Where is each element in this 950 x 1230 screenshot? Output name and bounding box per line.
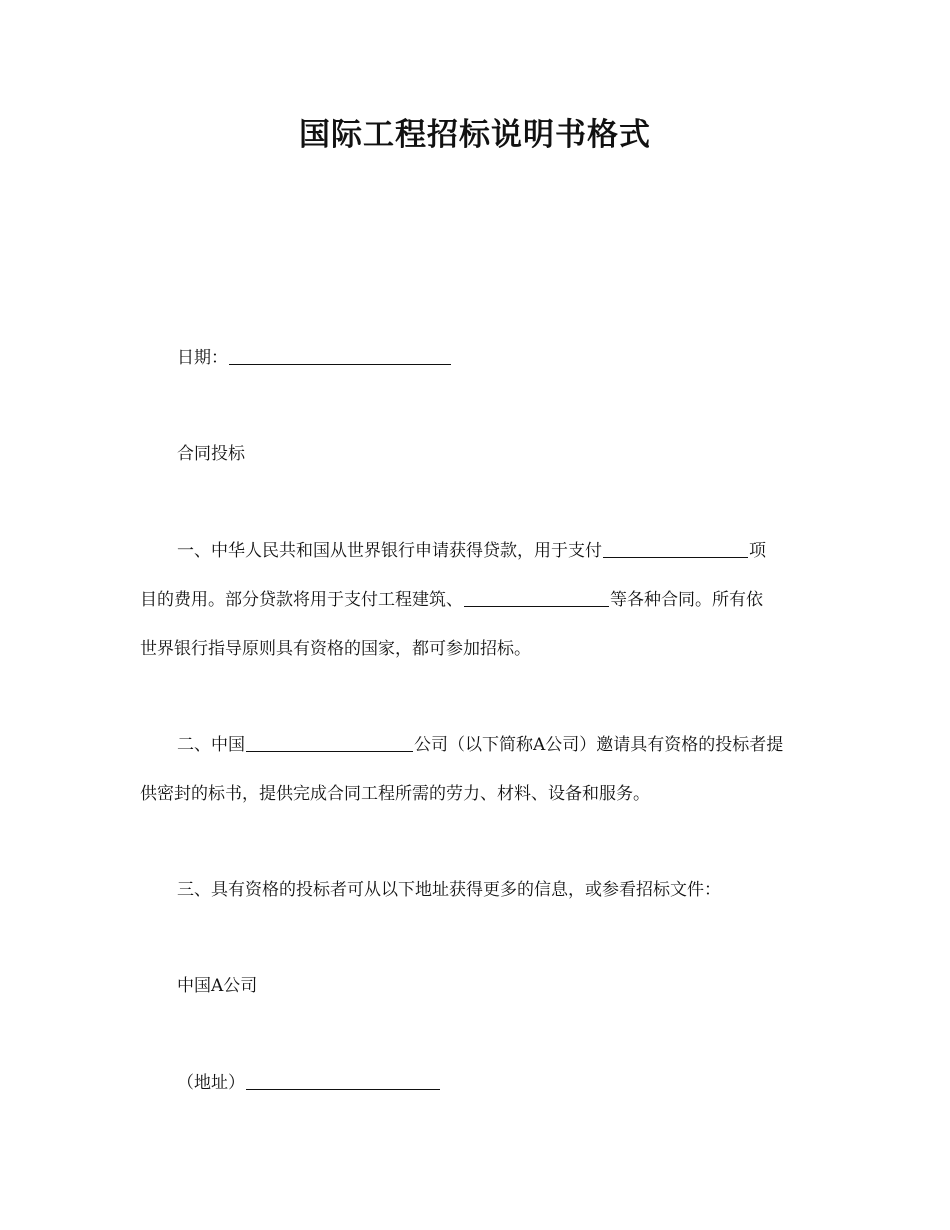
para1-line2 xyxy=(140,587,812,613)
para1-line2-prefix: 目的费用。部分贷款将用于支付工程建筑、 xyxy=(140,590,463,610)
para2-line1 xyxy=(177,732,812,758)
address-label: （地址） xyxy=(177,1073,245,1093)
date-line xyxy=(177,345,849,371)
date-blank-field[interactable] xyxy=(229,346,451,365)
para3-line1: 三、具有资格的投标者可从以下地址获得更多的信息，或参看招标文件： xyxy=(177,880,721,900)
para1-line1 xyxy=(177,538,812,564)
para1-line1-suffix: 项 xyxy=(749,541,766,561)
contract-type-blank-field[interactable] xyxy=(464,588,609,607)
para2-line1-prefix: 二、中国 xyxy=(177,735,245,755)
address-line xyxy=(177,1070,849,1096)
para1-line3: 世界银行指导原则具有资格的国家，都可参加招标。 xyxy=(140,639,531,659)
para1-line1-prefix: 一、中华人民共和国从世界银行申请获得贷款，用于支付 xyxy=(177,541,602,561)
address-blank-field[interactable] xyxy=(246,1071,440,1090)
para2-line2: 供密封的标书，提供完成合同工程所需的劳力、材料、设备和服务。 xyxy=(140,784,650,804)
company-blank-field[interactable] xyxy=(246,733,413,752)
para1-line2-suffix: 等各种合同。所有依 xyxy=(610,590,763,610)
project-blank-field[interactable] xyxy=(603,539,748,558)
document-title: 国际工程招标说明书格式 xyxy=(299,117,651,153)
para2-line1-suffix: 公司（以下简称A公司）邀请具有资格的投标者提 xyxy=(414,735,784,755)
date-label: 日期： xyxy=(177,348,228,368)
section-heading: 合同投标 xyxy=(177,444,245,464)
company-name: 中国A公司 xyxy=(177,976,258,996)
